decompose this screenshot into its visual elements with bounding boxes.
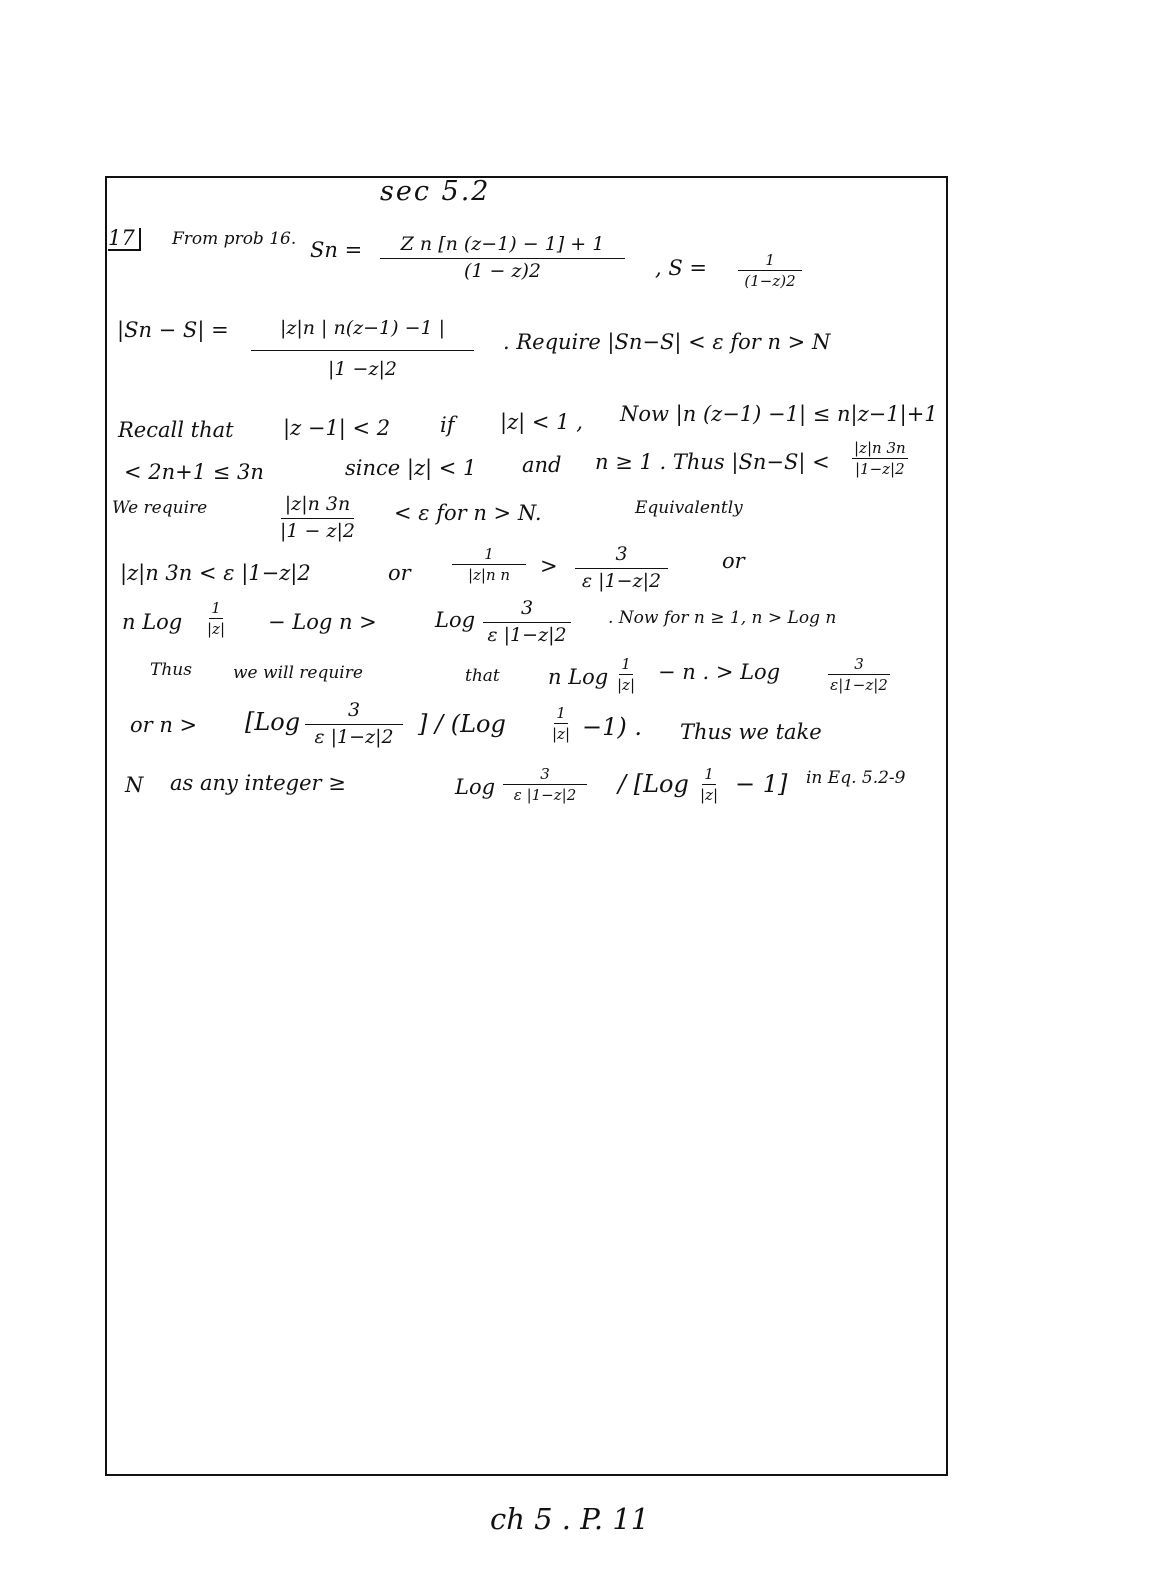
recall-ineq: |z −1| < 2 [283,416,391,440]
require-numerator: |z|n 3n [281,494,354,519]
recall-if: if [440,413,455,437]
now-bound: Now |n (z−1) −1| ≤ n|z−1|+1 [620,402,938,426]
equivalently-text: Equivalently [635,498,743,518]
three-denominator-1: ε |1−z|2 [581,569,662,592]
sn-fraction [380,234,625,283]
sn-denominator: (1 − z)2 [463,259,541,282]
recip-numerator: 1 [452,546,526,565]
page-footer: ch 5 . P. 11 [490,1502,650,1536]
error-lhs: |Sn − S| = [117,318,229,342]
thus-numerator: |z|n 3n [852,440,908,459]
three-numerator-3: 3 [828,656,890,675]
bound-chain: < 2n+1 ≤ 3n [124,460,264,484]
recip-denominator: |z|n n [467,566,511,585]
or-n-gt: or n > [130,713,198,737]
inv-z-denominator-2: |z| [617,676,636,695]
s-denominator: (1−z)2 [744,272,796,291]
inv-z-denominator-3: |z| [552,725,571,744]
three-fraction-3 [828,656,890,695]
thus-fraction [852,440,908,479]
n-capital: N [125,773,144,797]
require-text: . Require |Sn−S| < ε for n > N [503,330,831,354]
div-bracket-log: / [Log [618,770,689,798]
three-fraction-5 [503,766,587,805]
error-numerator: |z|n | n(z−1) −1 | [251,318,474,351]
bracket-div-log: ] / (Log [418,710,506,738]
thus-we-take: Thus we take [680,720,822,744]
sn-numerator: Z n [n (z−1) − 1] + 1 [380,234,625,259]
inv-z-numerator-1: 1 [209,600,223,619]
log-label-2: Log [455,775,496,799]
bracket-log: [Log [245,708,301,736]
equiv-ineq: |z|n 3n < ε |1−z|2 [120,561,311,585]
inv-z-fraction-4 [700,766,718,805]
require-cond: < ε for n > N. [394,501,542,525]
three-denominator-5: ε |1−z|2 [513,786,577,805]
minus-one-paren: −1) . [582,713,642,741]
thus-text: n ≥ 1 . Thus |Sn−S| < [595,450,830,474]
any-integer: as any integer ≥ [170,771,346,795]
log-label-1: Log [435,608,476,632]
we-require-text: We require [112,498,208,518]
inv-z-numerator-2: 1 [619,656,633,675]
in-eq-ref: in Eq. 5.2-9 [806,768,906,788]
thus-denominator: |1−z|2 [854,460,905,479]
page-border [105,176,948,1476]
inv-z-denominator-1: |z| [207,620,226,639]
that-word: that [465,666,500,686]
problem-intro: From prob 16. [172,229,297,249]
inv-z-fraction-1 [207,600,225,639]
three-denominator-2: ε |1−z|2 [487,623,567,646]
recip-fraction [452,546,526,585]
section-heading: sec 5.2 [380,176,491,207]
three-numerator-1: 3 [575,544,668,569]
three-denominator-4: ε |1−z|2 [314,725,394,748]
three-fraction-1 [575,544,668,593]
s-fraction [738,252,802,291]
we-will-require: we will require [233,663,363,683]
nlog-text-2: n Log [548,665,609,689]
minus-n-log: − n . > Log [658,660,781,684]
error-fraction [250,318,475,381]
inv-z-numerator-4: 1 [702,766,716,785]
require-fraction [280,494,355,543]
problem-number: 17 [108,228,141,251]
s-lhs: , S = [655,256,708,280]
three-fraction-4 [305,700,403,749]
or-2: or [722,549,745,573]
sn-lhs: Sn = [310,238,363,262]
three-numerator-5: 3 [503,766,587,785]
recall-text: Recall that [118,418,234,442]
now-for-text: . Now for n ≥ 1, n > Log n [608,608,837,628]
and-text: and [522,453,562,477]
minus-log-n: − Log n > [268,610,377,634]
since-text: since |z| < 1 [345,456,477,480]
inv-z-fraction-2 [617,656,635,695]
three-numerator-4: 3 [305,700,403,725]
nlog-text: n Log [122,610,183,634]
minus-one-bracket: − 1] [735,770,788,798]
or-1: or [388,561,411,585]
inv-z-denominator-4: |z| [700,786,719,805]
gt-symbol: > [540,554,558,578]
inv-z-fraction-3 [552,705,570,744]
thus-word: Thus [150,660,192,680]
inv-z-numerator-3: 1 [554,705,568,724]
three-numerator-2: 3 [483,598,571,623]
s-numerator: 1 [738,252,802,271]
error-denominator: |1 −z|2 [328,357,397,380]
three-fraction-2 [483,598,571,647]
recall-cond: |z| < 1 , [500,410,583,434]
require-denominator: |1 − z|2 [280,519,355,542]
three-denominator-3: ε|1−z|2 [830,676,888,695]
